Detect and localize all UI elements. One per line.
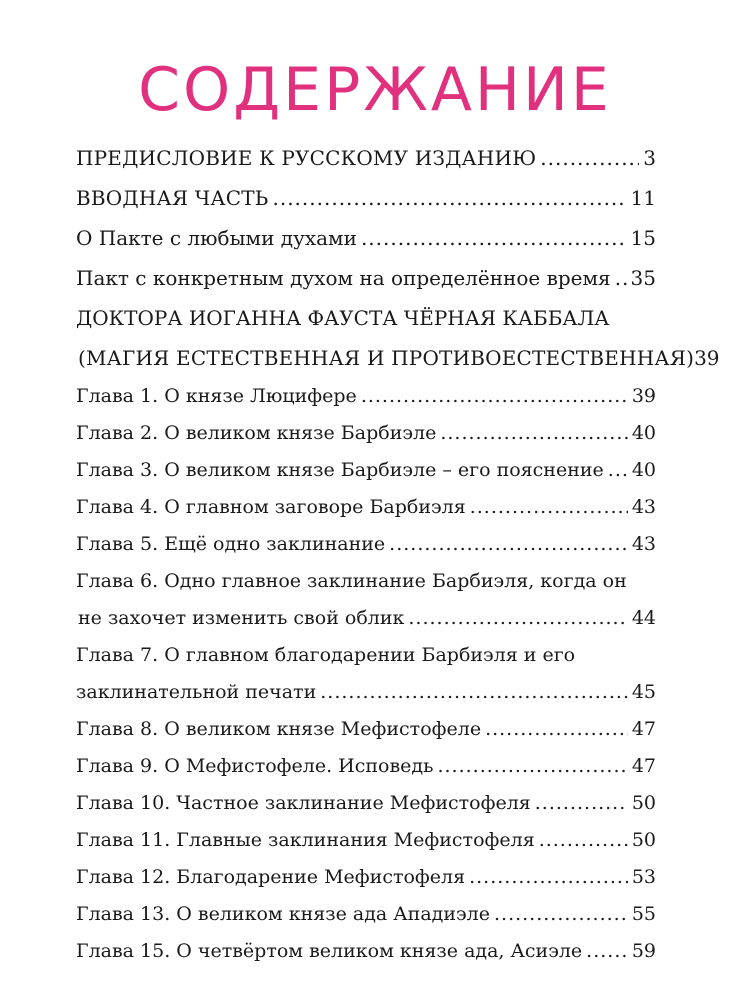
toc-leader-dots — [320, 674, 628, 711]
toc-entry-label: (МАГИЯ ЕСТЕСТВЕННАЯ И ПРОТИВОЕСТЕСТВЕННАЯ) — [78, 346, 695, 370]
toc-leader-dots — [440, 415, 627, 452]
toc-leader-dots — [586, 933, 628, 970]
toc-entry-page: 53 — [631, 866, 656, 888]
toc-entry-label: Глава 8. О великом князе Мефистофеле — [76, 718, 482, 740]
page-title: СОДЕРЖАНИЕ — [138, 55, 612, 125]
toc-entry[interactable] — [76, 600, 656, 637]
toc-entry-label: Глава 10. Частное заклинание Мефистофеля — [76, 792, 531, 814]
toc-entry-label: ПРЕДИСЛОВИЕ К РУССКОМУ ИЗДАНИЮ — [76, 146, 537, 170]
toc-leader-dots — [469, 859, 628, 896]
toc-entry[interactable] — [76, 218, 656, 258]
toc-leader-dots — [608, 452, 628, 489]
toc-entry-page: 43 — [631, 533, 656, 555]
toc-entry-preface[interactable] — [76, 138, 656, 178]
toc-entry[interactable] — [76, 748, 656, 785]
toc-leader-dots — [361, 218, 627, 258]
toc-leader-dots — [389, 526, 628, 563]
toc-entry-page: 39 — [694, 346, 720, 370]
toc-leader-dots — [437, 748, 627, 785]
toc-entry-page: 47 — [631, 718, 656, 740]
toc-entry-label: Пакт с конкретным духом на определённое время — [76, 266, 611, 290]
toc-entry-page: 3 — [643, 146, 656, 170]
toc-entry-page: 15 — [630, 226, 656, 250]
toc-entry-label: Глава 4. О главном заговоре Барбиэля — [76, 496, 466, 518]
toc-entry[interactable] — [76, 933, 656, 970]
toc-entry-first-line: Глава 7. О главном благодарении Барбиэля и его — [76, 644, 576, 666]
toc-entry-page: 43 — [631, 496, 656, 518]
table-of-contents — [76, 138, 720, 970]
toc-entry-page: 44 — [631, 607, 656, 629]
toc-entry-heading-line: ДОКТОРА ИОГАННА ФАУСТА ЧЁРНАЯ КАББАЛА — [76, 306, 610, 330]
toc-entry-label: О Пакте с любыми духами — [76, 226, 357, 250]
toc-leader-dots — [539, 822, 628, 859]
toc-entry-label: Глава 1. О князе Люцифере — [76, 385, 357, 407]
toc-entry-label: Глава 9. О Мефистофеле. Исповедь — [76, 755, 434, 777]
toc-entry[interactable] — [76, 452, 656, 489]
toc-entry-label: Глава 15. О четвёртом великом князе ада, Асиэле — [76, 940, 583, 962]
toc-entry-page: 40 — [631, 459, 656, 481]
toc-entry-page: 45 — [631, 681, 656, 703]
toc-leader-dots — [408, 600, 627, 637]
toc-entry[interactable] — [76, 711, 656, 748]
toc-entry-page: 55 — [631, 903, 656, 925]
toc-entry-label: Глава 2. О великом князе Барбиэле — [76, 422, 437, 444]
toc-entry[interactable] — [76, 258, 656, 298]
toc-entry-label: не захочет изменить свой облик — [78, 607, 405, 629]
toc-entry[interactable] — [76, 822, 656, 859]
toc-entry-label: Глава 12. Благодарение Мефистофеля — [76, 866, 466, 888]
toc-leader-dots — [494, 896, 628, 933]
toc-entry[interactable] — [76, 896, 656, 933]
toc-entry-page: 50 — [631, 829, 656, 851]
toc-leader-dots — [540, 138, 639, 178]
toc-entry[interactable] — [76, 489, 656, 526]
toc-entry-page: 50 — [631, 792, 656, 814]
toc-leader-dots — [535, 785, 628, 822]
toc-entry[interactable] — [76, 674, 656, 711]
toc-entry-first-line: Глава 6. Одно главное заклинание Барбиэля, когда он — [76, 570, 627, 592]
toc-entry-page: 39 — [631, 385, 656, 407]
toc-leader-dots — [361, 378, 628, 415]
toc-entry[interactable] — [76, 785, 656, 822]
toc-entry-page: 47 — [631, 755, 656, 777]
toc-entry[interactable] — [76, 526, 656, 563]
toc-entry-page: 59 — [631, 940, 656, 962]
toc-leader-dots — [615, 258, 627, 298]
toc-entry-label: Глава 5. Ещё одно заклинание — [76, 533, 386, 555]
toc-entry-page: 35 — [630, 266, 656, 290]
toc-entry[interactable] — [76, 378, 656, 415]
toc-entry[interactable] — [76, 415, 656, 452]
toc-entry-label: Глава 13. О великом князе ада Ападиэле — [76, 903, 490, 925]
toc-entry-label: Глава 3. О великом князе Барбиэле – его пояснение — [76, 459, 604, 481]
toc-entry-label: Глава 11. Главные заклинания Мефистофеля — [76, 829, 535, 851]
toc-entry-intro[interactable] — [76, 178, 656, 218]
toc-entry-label: ВВОДНАЯ ЧАСТЬ — [76, 186, 269, 210]
toc-entry-black-kabbalah[interactable] — [76, 338, 720, 378]
toc-entry-label: заклинательной печати — [76, 681, 317, 703]
toc-leader-dots — [470, 489, 628, 526]
toc-leader-dots — [485, 711, 628, 748]
toc-entry[interactable] — [76, 859, 656, 896]
toc-entry-page: 40 — [631, 422, 656, 444]
toc-leader-dots — [272, 178, 626, 218]
toc-entry-page: 11 — [630, 186, 656, 210]
